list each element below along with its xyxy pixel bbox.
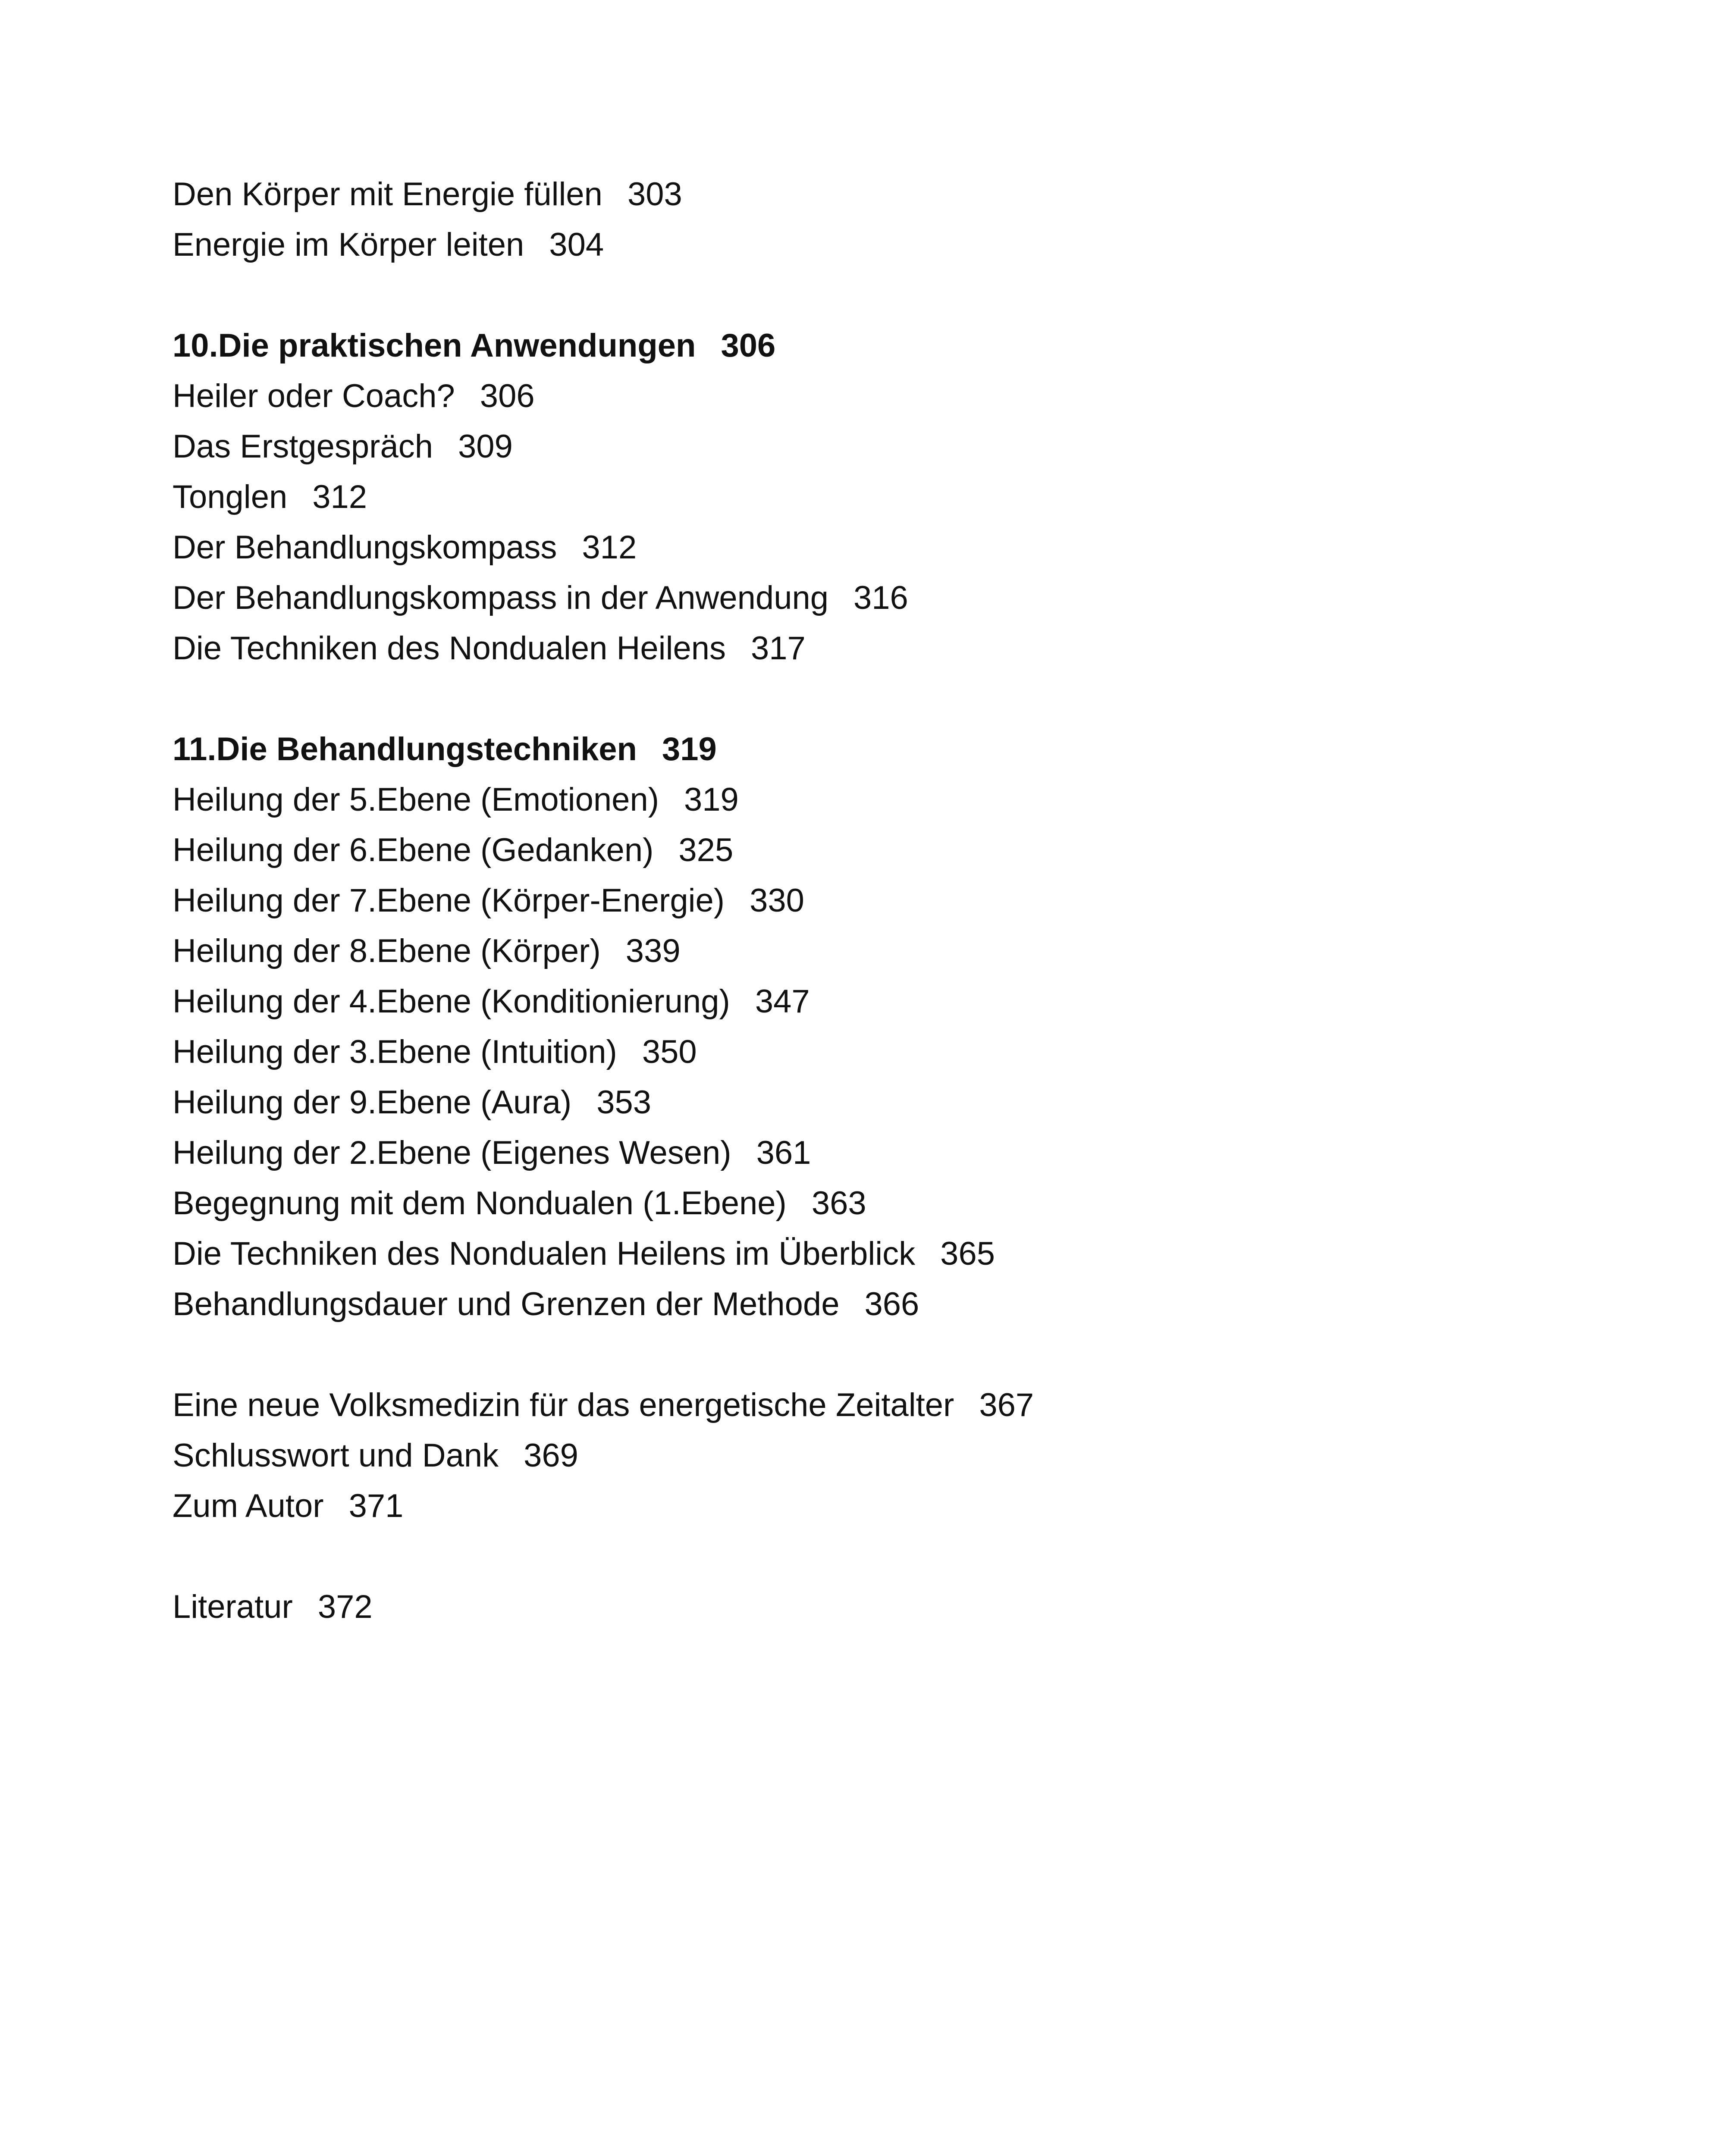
toc-block-energy (173, 169, 1639, 270)
toc-chapter-10 (173, 320, 1639, 674)
chapter-heading-page: 319 (662, 731, 717, 768)
toc-entry-title: Eine neue Volksmedizin für das energetische Zeitalter (173, 1387, 954, 1423)
toc-entry-title: Zum Autor (173, 1488, 324, 1524)
toc-entry-page: 369 (524, 1437, 578, 1474)
toc-entry-title: Heilung der 8.Ebene (Körper) (173, 933, 601, 969)
toc-entry (173, 774, 1639, 825)
toc-entry-title: Heiler oder Coach? (173, 378, 455, 414)
toc-entry (173, 1178, 1639, 1228)
toc-entry (173, 371, 1639, 421)
toc-entry-title: Heilung der 7.Ebene (Körper-Energie) (173, 882, 725, 919)
toc-entry (173, 1027, 1639, 1077)
table-of-contents (173, 169, 1639, 1683)
chapter-heading-page: 306 (721, 327, 776, 364)
toc-entry (173, 1430, 1639, 1481)
toc-entry (173, 1128, 1639, 1178)
toc-entry-page: 372 (317, 1589, 373, 1625)
toc-entry-page: 339 (625, 933, 681, 969)
toc-entry-title: Heilung der 5.Ebene (Emotionen) (173, 781, 659, 818)
toc-entry (173, 219, 1639, 270)
toc-entry-title: Begegnung mit dem Nondualen (1.Ebene) (173, 1185, 787, 1222)
toc-entry-title: Heilung der 3.Ebene (Intuition) (173, 1034, 617, 1070)
toc-entry-title: Literatur (173, 1589, 293, 1625)
toc-entry-title: Behandlungsdauer und Grenzen der Methode (173, 1286, 840, 1322)
toc-entry-page: 319 (684, 781, 739, 818)
toc-entry (173, 522, 1639, 573)
toc-entry-page: 316 (853, 580, 908, 616)
toc-entry-page: 304 (549, 226, 604, 263)
toc-entry-title: Die Techniken des Nondualen Heilens im Überblick (173, 1235, 916, 1272)
toc-entry-page: 306 (480, 378, 535, 414)
toc-entry-page: 347 (755, 983, 810, 1020)
toc-entry (173, 1077, 1639, 1128)
toc-entry-title: Heilung der 6.Ebene (Gedanken) (173, 832, 654, 868)
toc-entry-page: 366 (864, 1286, 919, 1322)
toc-entry-page: 325 (678, 832, 734, 868)
toc-entry-title: Das Erstgespräch (173, 428, 433, 465)
toc-entry-page: 353 (596, 1084, 652, 1121)
toc-entry-title: Heilung der 4.Ebene (Konditionierung) (173, 983, 730, 1020)
toc-entry-title: Der Behandlungskompass (173, 529, 557, 566)
toc-entry (173, 169, 1639, 219)
toc-entry-title: Den Körper mit Energie füllen (173, 176, 602, 213)
toc-entry-title: Energie im Körper leiten (173, 226, 524, 263)
toc-entry (173, 421, 1639, 472)
toc-entry-page: 312 (312, 479, 367, 515)
toc-entry-page: 317 (750, 630, 806, 667)
toc-entry-title: Schlusswort und Dank (173, 1437, 499, 1474)
toc-entry (173, 1228, 1639, 1279)
toc-entry (173, 926, 1639, 976)
toc-entry (173, 573, 1639, 623)
toc-entry-title: Heilung der 2.Ebene (Eigenes Wesen) (173, 1134, 731, 1171)
toc-entry (173, 472, 1639, 522)
toc-entry (173, 1582, 1639, 1632)
toc-entry-page: 371 (348, 1488, 404, 1524)
toc-entry-page: 365 (940, 1235, 995, 1272)
toc-literature (173, 1582, 1639, 1632)
chapter-heading-title: 10.Die praktischen Anwendungen (173, 327, 696, 364)
toc-entry (173, 976, 1639, 1027)
toc-entry-page: 363 (811, 1185, 866, 1222)
toc-entry-page: 367 (979, 1387, 1034, 1423)
toc-entry (173, 1279, 1639, 1329)
toc-entry (173, 1481, 1639, 1531)
toc-entry (173, 875, 1639, 926)
toc-entry (173, 623, 1639, 674)
toc-entry-title: Tonglen (173, 479, 288, 515)
toc-chapter-11 (173, 724, 1639, 1329)
toc-entry-title: Die Techniken des Nondualen Heilens (173, 630, 726, 667)
toc-entry-page: 361 (756, 1134, 811, 1171)
toc-entry-page: 350 (642, 1034, 697, 1070)
chapter-heading (173, 724, 1639, 774)
toc-closing (173, 1380, 1639, 1531)
toc-entry-title: Der Behandlungskompass in der Anwendung (173, 580, 829, 616)
toc-entry-page: 330 (750, 882, 804, 919)
chapter-heading-title: 11.Die Behandlungstechniken (173, 731, 637, 768)
toc-entry-title: Heilung der 9.Ebene (Aura) (173, 1084, 572, 1121)
toc-entry-page: 303 (627, 176, 682, 213)
chapter-heading (173, 320, 1639, 371)
toc-entry-page: 312 (582, 529, 637, 566)
toc-entry-page: 309 (458, 428, 513, 465)
toc-entry (173, 1380, 1639, 1430)
toc-entry (173, 825, 1639, 875)
